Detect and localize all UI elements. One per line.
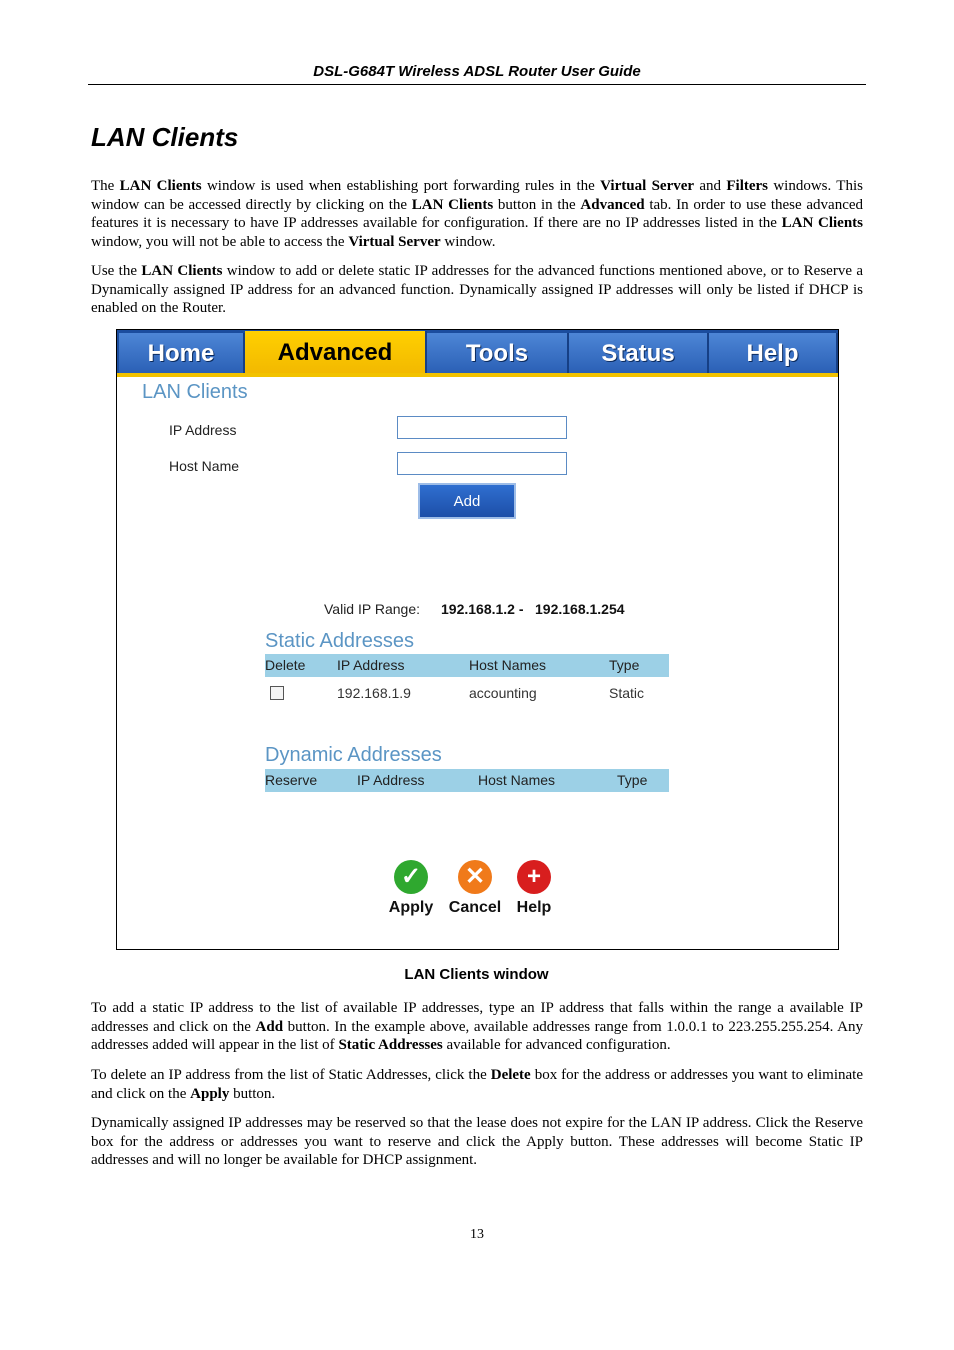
host-name-label: Host Name [169, 458, 240, 474]
static-table-header [265, 654, 669, 677]
paragraph-reserve [91, 1114, 863, 1170]
apply-button[interactable] [383, 860, 439, 917]
dynamic-addresses-title: Dynamic Addresses [265, 744, 442, 766]
range-end: 192.168.1.254 [535, 601, 625, 617]
dynamic-col-type: Type [617, 772, 648, 788]
text-run: The [91, 178, 120, 194]
text-run: and [694, 178, 727, 194]
text-run: windows. This window can be accessed directly by clicking on the [91, 178, 863, 213]
help-label: Help [516, 899, 552, 916]
static-col-type: Type [609, 657, 640, 673]
bold-term: Delete [490, 1067, 531, 1083]
section-title: LAN Clients [142, 381, 248, 403]
row-ip: 192.168.1.9 [337, 685, 411, 701]
cancel-button[interactable] [443, 860, 507, 917]
static-addresses-title: Static Addresses [265, 630, 414, 652]
tab-advanced[interactable]: Advanced [245, 331, 427, 375]
text-run: box for the address or addresses you want to eliminate and click on the [91, 1067, 863, 1102]
delete-checkbox[interactable] [270, 686, 284, 700]
page-title: LAN Clients [91, 122, 239, 152]
bold-term: LAN Clients [781, 215, 863, 231]
plus-icon: + [517, 860, 551, 894]
add-button[interactable]: Add [418, 483, 516, 519]
valid-ip-range-label: Valid IP Range: [324, 601, 420, 617]
static-col-host: Host Names [469, 657, 547, 673]
bold-term: Filters [726, 178, 769, 194]
bold-term: LAN Clients [119, 178, 202, 194]
text-run: button in the [493, 196, 581, 213]
text-run: window, you will not be able to access the [91, 233, 349, 250]
figure-caption: LAN Clients window [404, 966, 549, 983]
static-col-ip: IP Address [337, 657, 405, 673]
dynamic-col-host: Host Names [478, 772, 556, 788]
tab-underline [117, 373, 838, 377]
bold-term: Static Addresses [338, 1037, 443, 1053]
text-run: button. In the example above, available addresses range from 1.0.0.1 to 223.255.255.254. Any addresses added will appear in the list of [91, 1018, 863, 1053]
text-run: window. [440, 233, 496, 250]
bold-term: Virtual Server [348, 233, 441, 250]
text-run: Dynamically assigned IP addresses may be reserved so that the lease does not expire for the LAN IP address. Click the Reserve box for the address or addresses you want to reserve and click the Apply button. These addresses will become Static IP addresses and will no longer be available for DHCP assignment. [91, 1115, 863, 1168]
host-name-input[interactable] [397, 452, 567, 475]
lan-clients-screenshot [116, 329, 839, 950]
cancel-x-icon: ✕ [458, 860, 492, 894]
help-button[interactable] [509, 860, 559, 917]
bold-term: Advanced [580, 196, 645, 213]
check-icon: ✓ [394, 860, 428, 894]
text-run: To add a static IP address to the list of available IP addresses, type an IP address that falls within the range a available IP addresses and click on the [91, 1000, 863, 1035]
bold-term: Apply [190, 1085, 230, 1102]
range-start: 192.168.1.2 - [441, 601, 524, 617]
bold-term: Virtual Server [600, 178, 695, 194]
header-rule [88, 84, 866, 85]
bold-term: Add [255, 1018, 284, 1035]
text-run: To delete an IP address from the list of Static Addresses, click the [91, 1067, 491, 1083]
row-host: accounting [469, 685, 537, 701]
bold-term: LAN Clients [411, 196, 494, 213]
dynamic-table-header [265, 769, 669, 792]
tab-home[interactable]: Home [119, 333, 245, 374]
dynamic-col-reserve: Reserve [265, 772, 318, 788]
paragraph-delete [91, 1066, 863, 1103]
tab-status[interactable]: Status [569, 333, 709, 374]
ip-address-input[interactable] [397, 416, 567, 439]
ip-address-label: IP Address [169, 422, 237, 438]
text-run: window to add or delete static IP addresses for the advanced functions mentioned above, or to Reserve a Dynamically assigned IP address for an advanced function. Dynamically assigned IP addresses will only be listed if DHCP is enabled on the Router. [91, 263, 863, 316]
running-header: DSL-G684T Wireless ADSL Router User Guide [313, 63, 641, 80]
tab-tools[interactable]: Tools [427, 333, 569, 374]
paragraph-usage [91, 262, 863, 318]
cancel-label: Cancel [448, 899, 502, 916]
row-type: Static [609, 685, 645, 701]
tab-bar [117, 330, 838, 376]
bold-term: LAN Clients [141, 263, 223, 279]
apply-label: Apply [388, 899, 434, 916]
text-run: Use the [91, 263, 142, 279]
text-run: available for advanced configuration. [442, 1037, 671, 1053]
paragraph-add [91, 999, 863, 1055]
text-run: button. [229, 1085, 276, 1102]
text-run: window is used when establishing port forwarding rules in the [201, 178, 601, 194]
paragraph-intro [91, 177, 863, 251]
text-run: tab. In order to use these advanced features it is necessary to have IP addresses available for configuration. If there are no IP addresses listed in the [91, 196, 864, 231]
tab-help[interactable]: Help [709, 333, 838, 374]
static-col-delete: Delete [265, 657, 306, 673]
page-number: 13 [470, 1227, 484, 1242]
dynamic-col-ip: IP Address [357, 772, 425, 788]
